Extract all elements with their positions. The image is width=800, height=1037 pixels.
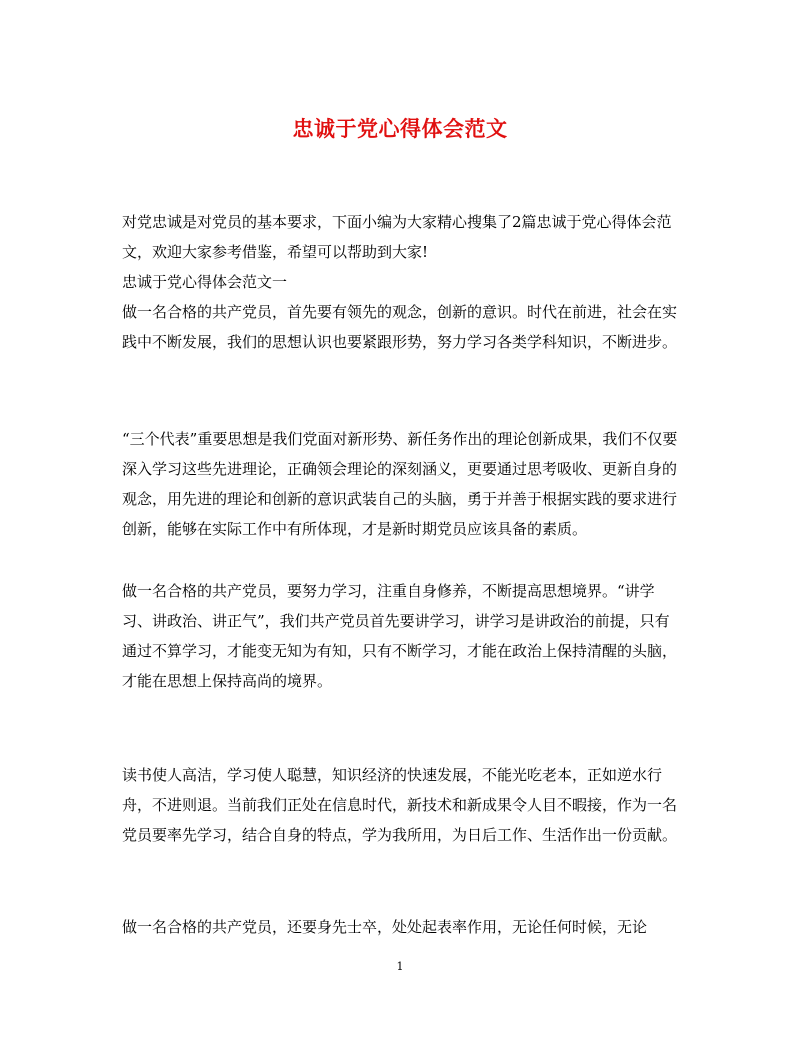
paragraph-1 bbox=[122, 297, 684, 357]
paragraph-4 bbox=[122, 760, 684, 850]
section-subheading: 忠诚于党心得体会范文一 bbox=[122, 273, 288, 291]
paragraph-5 bbox=[122, 912, 684, 942]
page-number: 1 bbox=[396, 960, 404, 973]
paragraph-text: 做一名合格的共产党员，还要身先士卒，处处起表率作用，无论任何时候，无论 bbox=[122, 918, 648, 936]
document-title: 忠诚于党心得体会范文 bbox=[292, 116, 508, 141]
paragraph-text: 做一名合格的共产党员，要努力学习，注重自身修养，不断提高思想境界。“讲学习、讲政治、讲正气”，我们共产党员首先要讲学习，讲学习是讲政治的前提，只有通过不算学习，才能变无知为有知，只有不断学习，才能在政治上保持清醒的头脑，才能在思想上保持高尚的境界。 bbox=[122, 582, 678, 690]
paragraph-3 bbox=[122, 576, 684, 696]
paragraph-2 bbox=[122, 424, 684, 544]
intro-block bbox=[122, 207, 684, 297]
paragraph-text: 做一名合格的共产党员，首先要有领先的观念，创新的意识。时代在前进，社会在实践中不断发展，我们的思想认识也要紧跟形势，努力学习各类学科知识，不断进步。 bbox=[122, 303, 678, 351]
paragraph-text: “三个代表”重要思想是我们党面对新形势、新任务作出的理论创新成果，我们不仅要深入学习这些先进理论，正确领会理论的深刻涵义，更要通过思考吸收、更新自身的观念，用先进的理论和创新的意识武装自己的头脑，勇于并善于根据实践的要求进行创新，能够在实际工作中有所体现，才是新时期党员应该具备的素质。 bbox=[122, 430, 678, 538]
intro-paragraph: 对党忠诚是对党员的基本要求，下面小编为大家精心搜集了2篇忠诚于党心得体会范文，欢迎大家参考借鉴，希望可以帮助到大家! bbox=[122, 213, 672, 261]
paragraph-text: 读书使人高洁，学习使人聪慧，知识经济的快速发展，不能光吃老本，正如逆水行舟，不进则退。当前我们正处在信息时代，新技术和新成果令人目不暇接，作为一名党员要率先学习，结合自身的特点，学为我所用，为日后工作、生活作出一份贡献。 bbox=[122, 766, 678, 844]
